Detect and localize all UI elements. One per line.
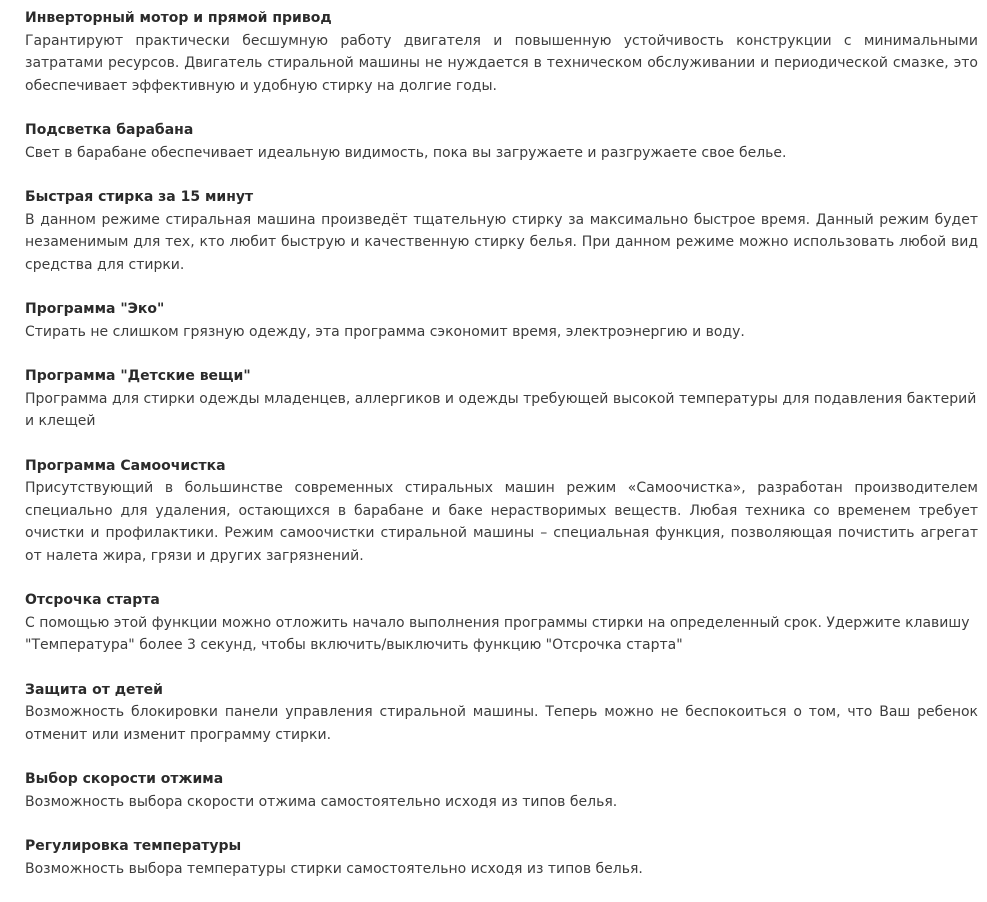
feature-title: Программа "Эко" bbox=[25, 301, 165, 317]
feature-inverter-motor bbox=[25, 7, 978, 97]
feature-description: Программа для стирки одежды младенцев, аллергиков и одежды требующей высокой температуры для подавления бактерий и клещей bbox=[25, 390, 977, 429]
feature-drum-light bbox=[25, 119, 978, 164]
feature-title: Программа Самоочистка bbox=[25, 457, 226, 474]
feature-title: Отсрочка старта bbox=[25, 592, 160, 608]
feature-title: Программа "Детские вещи" bbox=[25, 368, 251, 384]
feature-delay-start bbox=[25, 589, 978, 657]
feature-description: В данном режиме стиральная машина произведёт тщательную стирку за максимально быстрое время. Данный режим будет незаменимым для тех, кто любит быструю и качественную стирку белья. При данном режиме можно использовать любой вид средства для стирки. bbox=[25, 211, 978, 273]
feature-description: Возможность блокировки панели управления стиральной машины. Теперь можно не беспокоиться о том, что Ваш ребенок отменит или изменит программу стирки. bbox=[25, 704, 978, 743]
feature-description: Гарантируют практически бесшумную работу двигателя и повышенную устойчивость конструкции с минимальными затратами ресурсов. Двигатель стиральной машины не нуждается в техническом обслуживании и периодической смазке, это обеспечивает эффективную и удобную стирку на долгие годы. bbox=[25, 32, 978, 94]
feature-temperature bbox=[25, 835, 978, 880]
feature-description: Свет в барабане обеспечивает идеальную видимость, пока вы загружаете и разгружаете свое белье. bbox=[25, 144, 787, 161]
feature-child-lock bbox=[25, 679, 978, 747]
feature-title: Подсветка барабана bbox=[25, 122, 194, 138]
feature-spin-speed bbox=[25, 768, 978, 813]
feature-baby-program bbox=[25, 365, 978, 433]
feature-description: Присутствующий в большинстве современных стиральных машин режим «Самоочистка», разработан производителем специально для удаления, остающихся в барабане и баке нерастворимых веществ. Любая техника со временем требует очистки и профилактики. Режим самоочистки стиральной машины – специальная функция, позволяющая почистить агрегат от налета жира, грязи и других загрязнений. bbox=[25, 480, 978, 564]
feature-description: С помощью этой функции можно отложить начало выполнения программы стирки на определенный срок. Удержите клавишу "Температура" более 3 секунд, чтобы включить/выключить функцию "Отсрочка старта" bbox=[25, 614, 970, 653]
feature-title: Регулировка температуры bbox=[25, 838, 242, 854]
feature-quick-wash bbox=[25, 186, 978, 276]
feature-title: Инверторный мотор и прямой привод bbox=[25, 10, 332, 26]
feature-description: Стирать не слишком грязную одежду, эта программа сэкономит время, электроэнергию и воду. bbox=[25, 323, 745, 340]
features-list bbox=[25, 7, 978, 902]
feature-description: Возможность выбора температуры стирки самостоятельно исходя из типов белья. bbox=[25, 860, 643, 877]
feature-title: Выбор скорости отжима bbox=[25, 771, 224, 787]
feature-title: Быстрая стирка за 15 минут bbox=[25, 189, 254, 205]
feature-description: Возможность выбора скорости отжима самостоятельно исходя из типов белья. bbox=[25, 793, 618, 810]
feature-eco-program bbox=[25, 298, 978, 343]
feature-self-clean bbox=[25, 455, 978, 568]
feature-title: Защита от детей bbox=[25, 681, 163, 698]
